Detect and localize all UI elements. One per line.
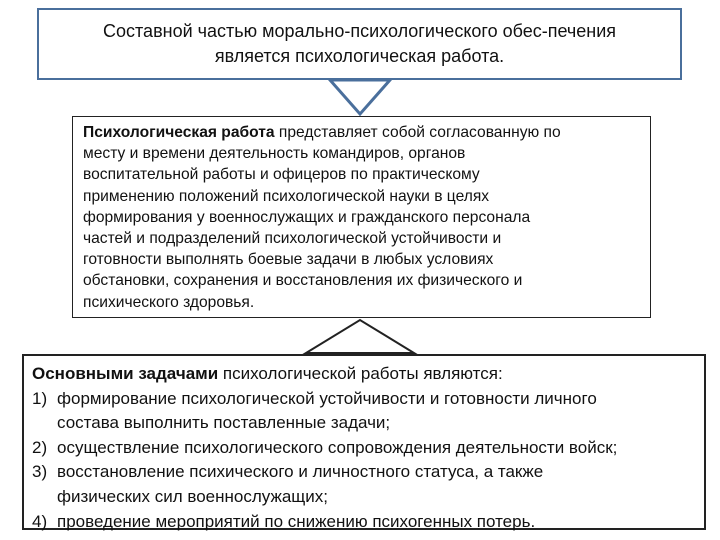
- task-item-3: 3) восстановление психического и личностного статуса, а также физических сил военнослужащих;: [32, 462, 544, 506]
- definition-line-1: месту и времени деятельность командиров, органов: [83, 145, 466, 163]
- intro-box: [37, 8, 682, 80]
- tasks-heading: Основными задачами психологической работы являются:: [32, 364, 503, 383]
- definition-line-5: частей и подразделений психологической устойчивости и: [83, 230, 502, 248]
- task-item-2: 2) осуществление психологического сопровождения деятельности войск;: [32, 437, 618, 457]
- tasks-box: [22, 354, 706, 530]
- definition-line-8: психического здоровья.: [83, 293, 255, 311]
- definition-line-3: применению положений психологической науки в целях: [83, 187, 490, 205]
- definition-term: Психологическая работа: [83, 124, 275, 141]
- intro-line-1: Составной частью морально-психологического обес-печения: [103, 21, 616, 41]
- task-item-1: 1) формирование психологической устойчивости и готовности личного состава выполнить поставленные задачи;: [32, 388, 597, 433]
- definition-line-0: Психологическая работа представляет собой согласованную по: [83, 124, 561, 141]
- definition-line-2: воспитательной работы и офицеров по практическому: [83, 166, 480, 184]
- down-arrow-icon: [328, 78, 392, 118]
- definition-line-4: формирования у военнослужащих и гражданского персонала: [83, 208, 531, 226]
- definition-line-7: обстановки, сохранения и восстановления их физического и: [83, 272, 523, 290]
- up-arrow-icon: [304, 318, 416, 356]
- definition-line-6: готовности выполнять боевые задачи в любых условиях: [83, 251, 494, 269]
- intro-line-2: является психологическая работа.: [214, 46, 505, 66]
- definition-box: [72, 116, 651, 318]
- task-item-4: 4) проведение мероприятий по снижению психогенных потерь.: [32, 511, 536, 531]
